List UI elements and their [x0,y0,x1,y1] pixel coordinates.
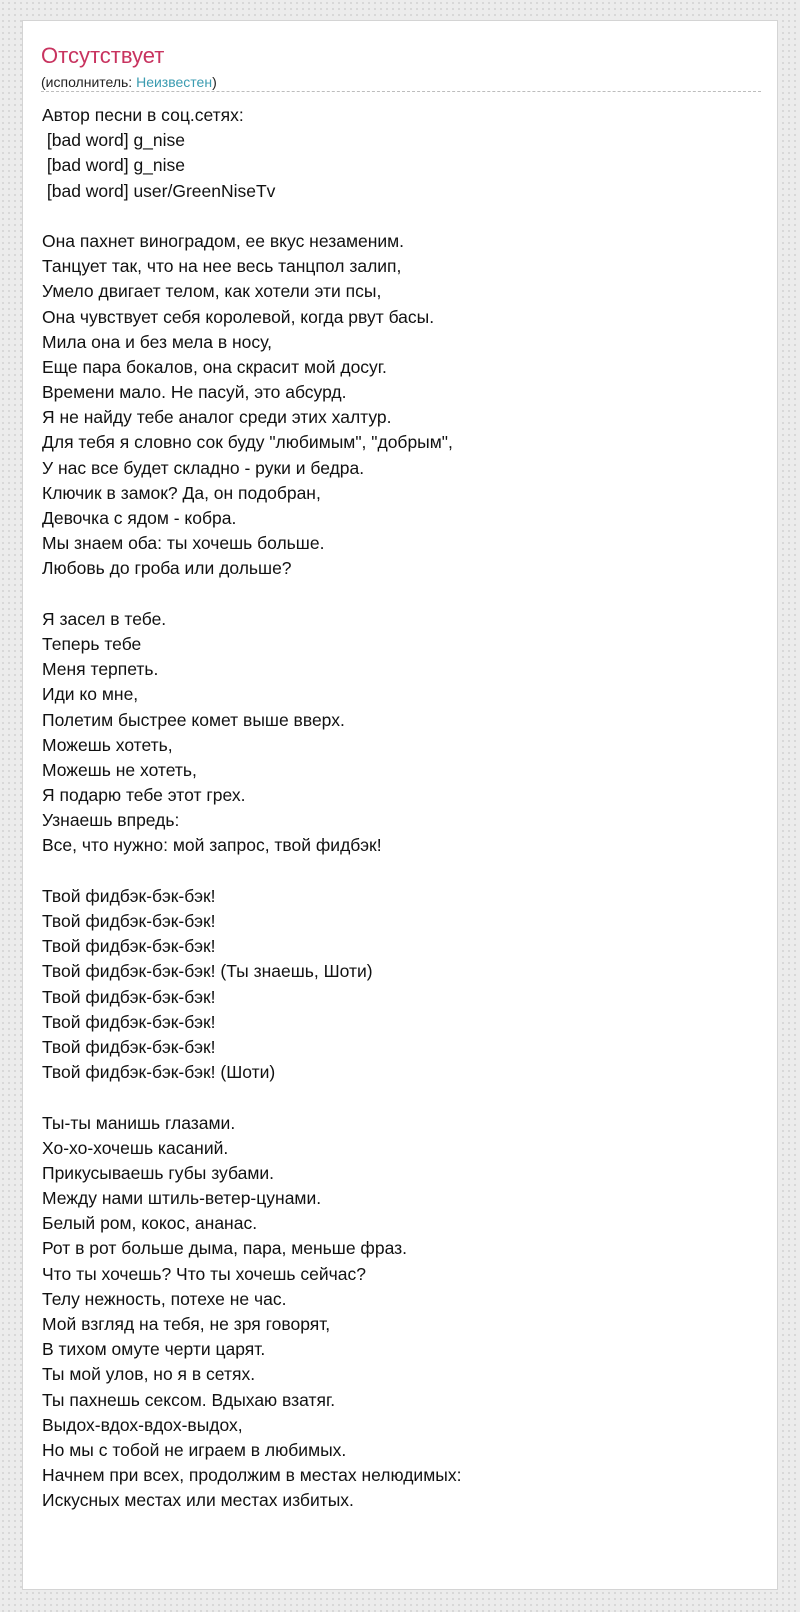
lyric-line: Все, что нужно: мой запрос, твой фидбэк! [42,835,382,856]
lyric-line: Мы знаем оба: ты хочешь больше. [42,533,325,554]
lyric-line: Выдох-вдох-вдох-выдох, [42,1414,243,1435]
lyric-line: Но мы с тобой не играем в любимых. [42,1439,347,1460]
lyric-line: Любовь до гроба или дольше? [42,558,292,579]
lyric-line: Телу нежность, потехе не час. [42,1288,287,1309]
lyric-line: Твой фидбэк-бэк-бэк! [42,986,216,1007]
lyric-line: Иди ко мне, [42,684,139,705]
lyric-line: Времени мало. Не пасуй, это абсурд. [42,382,347,403]
lyric-line: Я засел в тебе. [42,608,167,629]
lyric-line: [bad word] g_nise [42,155,186,176]
lyric-line: Полетим быстрее комет выше вверх. [42,709,345,730]
lyric-line: Твой фидбэк-бэк-бэк! [42,1011,216,1032]
artist-link[interactable]: Неизвестен [136,74,213,90]
lyric-line: Можешь хотеть, [42,734,173,755]
artist-line [41,74,761,91]
lyric-line: Рот в рот больше дыма, пара, меньше фраз. [42,1238,407,1259]
lyric-line: [bad word] user/GreenNiseTv [42,180,276,201]
lyric-line: Твой фидбэк-бэк-бэк! [42,936,216,957]
lyric-line: Узнаешь впредь: [42,810,180,831]
stanza-gap [42,204,762,229]
lyric-line: Мила она и без мела в носу, [42,331,273,352]
lyric-line: Для тебя я словно сок буду "любимым", "добрым", [42,432,453,453]
lyric-line: Что ты хочешь? Что ты хочешь сейчас? [42,1263,366,1284]
lyric-line: Мой взгляд на тебя, не зря говорят, [42,1314,331,1334]
lyric-line: Ты-ты манишь глазами. [42,1112,236,1133]
song-header [41,43,761,91]
artist-suffix: ) [212,74,217,90]
stanza-gap [42,582,762,607]
lyric-line: Она чувствует себя королевой, когда рвут басы. [42,306,435,327]
lyric-line: Начнем при всех, продолжим в местах нелюдимых: [42,1465,462,1486]
lyric-line: Белый ром, кокос, ананас. [42,1213,258,1234]
lyric-line: Ключик в замок? Да, он подобран, [42,482,321,503]
lyric-line: Еще пара бокалов, она скрасит мой досуг. [42,356,387,377]
lyrics-text [42,103,762,1514]
stanza-gap [42,1085,762,1110]
lyric-line: Ты пахнешь сексом. Вдыхаю взатяг. [42,1389,336,1410]
lyric-line: Меня терпеть. [42,659,159,680]
lyric-line: Девочка с ядом - кобра. [42,508,237,528]
lyric-line: Автор песни в соц.сетях: [42,105,244,125]
lyric-line: Прикусываешь губы зубами. [42,1162,274,1183]
lyric-line: Твой фидбэк-бэк-бэк! [42,885,216,906]
lyric-line: [bad word] g_nise [42,130,186,151]
lyric-line: Теперь тебе [42,633,142,654]
lyric-line: Умело двигает телом, как хотели эти псы, [42,281,382,302]
lyric-line: В тихом омуте черти царят. [42,1339,266,1360]
lyric-line: Можешь не хотеть, [42,759,197,780]
lyric-line: Хо-хо-хочешь касаний. [42,1137,229,1158]
lyric-line: Искусных местах или местах избитых. [42,1490,354,1511]
lyric-line: Танцует так, что на нее весь танцпол залип, [42,256,402,277]
lyric-line: Твой фидбэк-бэк-бэк! (Шоти) [42,1062,276,1083]
stanza-gap [42,859,762,884]
artist-prefix: (исполнитель: [41,74,137,90]
lyrics-card [22,20,778,1590]
song-title: Отсутствует [41,43,165,68]
lyric-line: Твой фидбэк-бэк-бэк! [42,911,216,931]
lyric-line: Твой фидбэк-бэк-бэк! [42,1036,216,1057]
lyric-line: Я подарю тебе этот грех. [42,785,246,806]
lyric-line: У нас все будет складно - руки и бедра. [42,457,365,478]
header-divider [41,91,761,92]
lyric-line: Между нами штиль-ветер-цунами. [42,1188,322,1209]
lyric-line: Ты мой улов, но я в сетях. [42,1364,256,1385]
lyric-line: Она пахнет виноградом, ее вкус незаменим. [42,230,405,251]
lyric-line: Я не найду тебе аналог среди этих халтур. [42,407,392,428]
lyric-line: Твой фидбэк-бэк-бэк! (Ты знаешь, Шоти) [42,961,373,982]
